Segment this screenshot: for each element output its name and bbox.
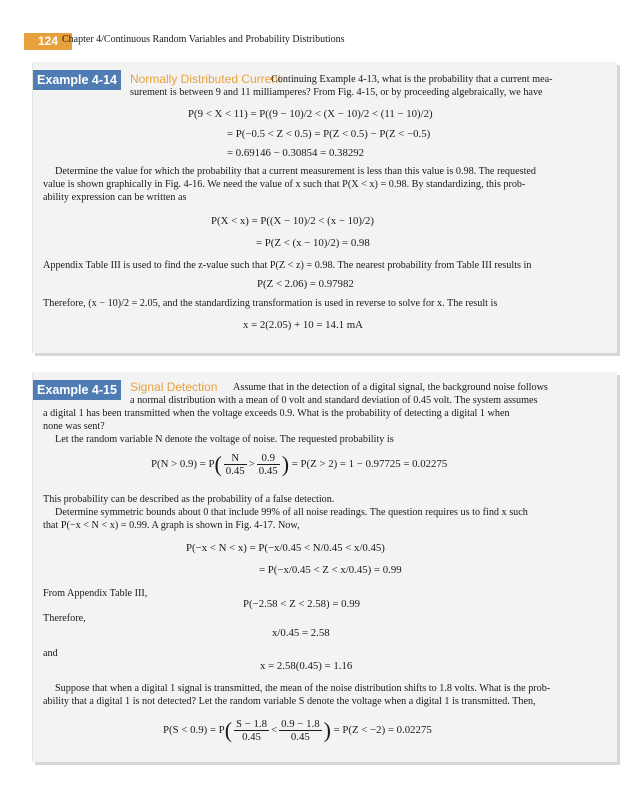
example-tag: Example 4-14 xyxy=(33,70,121,90)
eq-part: P(S < 0.9) = P xyxy=(163,723,225,736)
paragraph-line: Assume that in the detection of a digital signal, the background noise follows xyxy=(233,382,548,393)
paragraph-line: Determine the value for which the probability that a current measurement is less than this value is 0.98. The requested xyxy=(55,166,537,177)
equation: P(N > 0.9) = P( $\frac{N}{0.45}$ > $\frac{0.9}{0.45}$ ) = P(Z > 2) = 1 − 0.97725 = 0.02275 xyxy=(151,451,448,477)
eq-part: = P(Z < −2) = 0.02275 xyxy=(333,723,432,736)
equation: P(−x < N < x) = P(−x/0.45 < N/0.45 < x/0.45) xyxy=(186,542,385,554)
page-header xyxy=(0,0,639,58)
paragraph-line: a digital 1 has been transmitted when the voltage exceeds 0.9. What is the probability of detecting a digital 1 when xyxy=(43,408,510,419)
chapter-title: Chapter 4/Continuous Random Variables and Probability Distributions xyxy=(62,34,345,45)
numerator: 0.9 − 1.8 xyxy=(281,718,320,730)
intro-line-1: Continuing Example 4-13, what is the probability that a current mea- xyxy=(271,74,553,85)
equation: x/0.45 = 2.58 xyxy=(272,627,330,639)
equation: = P(Z < (x − 10)/2) = 0.98 xyxy=(256,237,370,249)
paragraph-line: From Appendix Table III, xyxy=(43,588,148,599)
eq-part: P(N > 0.9) = P xyxy=(151,457,215,470)
equation: = P(−0.5 < Z < 0.5) = P(Z < 0.5) − P(Z < −0.5) xyxy=(227,128,431,140)
equation: = P(−x/0.45 < Z < x/0.45) = 0.99 xyxy=(259,564,402,576)
paragraph-line: ability expression can be written as xyxy=(43,192,187,203)
equation: P(X < x) = P((X − 10)/2 < (x − 10)/2) xyxy=(211,215,374,227)
page-number: 124 xyxy=(24,33,72,50)
paragraph-line: a normal distribution with a mean of 0 volt and standard deviation of 0.45 volt. The system assumes xyxy=(130,395,538,406)
denominator: 0.45 xyxy=(225,465,245,477)
paragraph-line: Suppose that when a digital 1 signal is transmitted, the mean of the noise distribution shifts to 1.8 volts. What is the prob- xyxy=(55,683,551,694)
paragraph-line: This probability can be described as the probability of a false detection. xyxy=(43,494,335,505)
denominator: 0.45 xyxy=(242,731,261,743)
example-title: Normally Distributed Current xyxy=(130,72,282,86)
equation: x = 2.58(0.45) = 1.16 xyxy=(260,660,353,672)
paragraph-line: ability that a digital 1 is not detected? Let the random variable S denote the voltage when a digital 1 is transmitted. Then, xyxy=(43,696,536,707)
eq-op: > xyxy=(248,457,255,470)
equation: P(−2.58 < Z < 2.58) = 0.99 xyxy=(243,598,361,610)
numerator: N xyxy=(224,452,247,465)
denominator: 0.45 xyxy=(290,731,310,743)
example-tag: Example 4-15 xyxy=(33,380,121,400)
example-4-14-panel xyxy=(32,62,617,353)
paragraph-line: that P(−x < N < x) = 0.99. A graph is shown in Fig. 4-17. Now, xyxy=(43,520,300,531)
paragraph-line: Determine symmetric bounds about 0 that include 99% of all noise readings. The question requires us to find x such xyxy=(55,507,528,518)
paragraph-line: Let the random variable N denote the voltage of noise. The requested probability is xyxy=(55,434,394,445)
numerator: S − 1.8 xyxy=(236,718,268,730)
paragraph-line: and xyxy=(43,648,58,659)
paragraph-line: Therefore, (x − 10)/2 = 2.05, and the standardizing transformation is used in reverse to solve for x. The result is xyxy=(43,298,498,309)
paragraph-line: none was sent? xyxy=(43,421,105,432)
numerator: 0.9 xyxy=(257,452,280,465)
eq-part: = P(Z > 2) = 1 − 0.97725 = 0.02275 xyxy=(291,457,448,470)
equation: = 0.69146 − 0.30854 = 0.38292 xyxy=(227,147,365,159)
example-4-15-panel xyxy=(32,372,617,762)
paragraph-line: value is shown graphically in Fig. 4-16. We need the value of x such that P(X < x) = 0.98. By standardizing, this prob- xyxy=(43,179,526,190)
intro-line-2: surement is between 9 and 11 milliamperes? From Fig. 4-15, or by proceeding algebraically, we have xyxy=(130,87,543,98)
example-title: Signal Detection xyxy=(130,380,218,394)
paragraph-line: Therefore, xyxy=(43,613,86,624)
denominator: 0.45 xyxy=(258,465,278,477)
equation: x = 2(2.05) + 10 = 14.1 mA xyxy=(243,319,363,331)
eq-op: < xyxy=(271,723,278,736)
equation: P(Z < 2.06) = 0.97982 xyxy=(257,278,354,290)
equation: P(S < 0.9) = P( $\frac{S - 1.8}{0.45}$ < $\frac{0.9 - 1.8}{0.45}$ ) = P(Z < −2) = 0.02275 xyxy=(163,717,432,743)
paragraph-line: Appendix Table III is used to find the z-value such that P(Z < z) = 0.98. The nearest probability from Table III results in xyxy=(43,260,532,271)
equation: P(9 < X < 11) = P((9 − 10)/2 < (X − 10)/2 < (11 − 10)/2) xyxy=(188,108,433,120)
